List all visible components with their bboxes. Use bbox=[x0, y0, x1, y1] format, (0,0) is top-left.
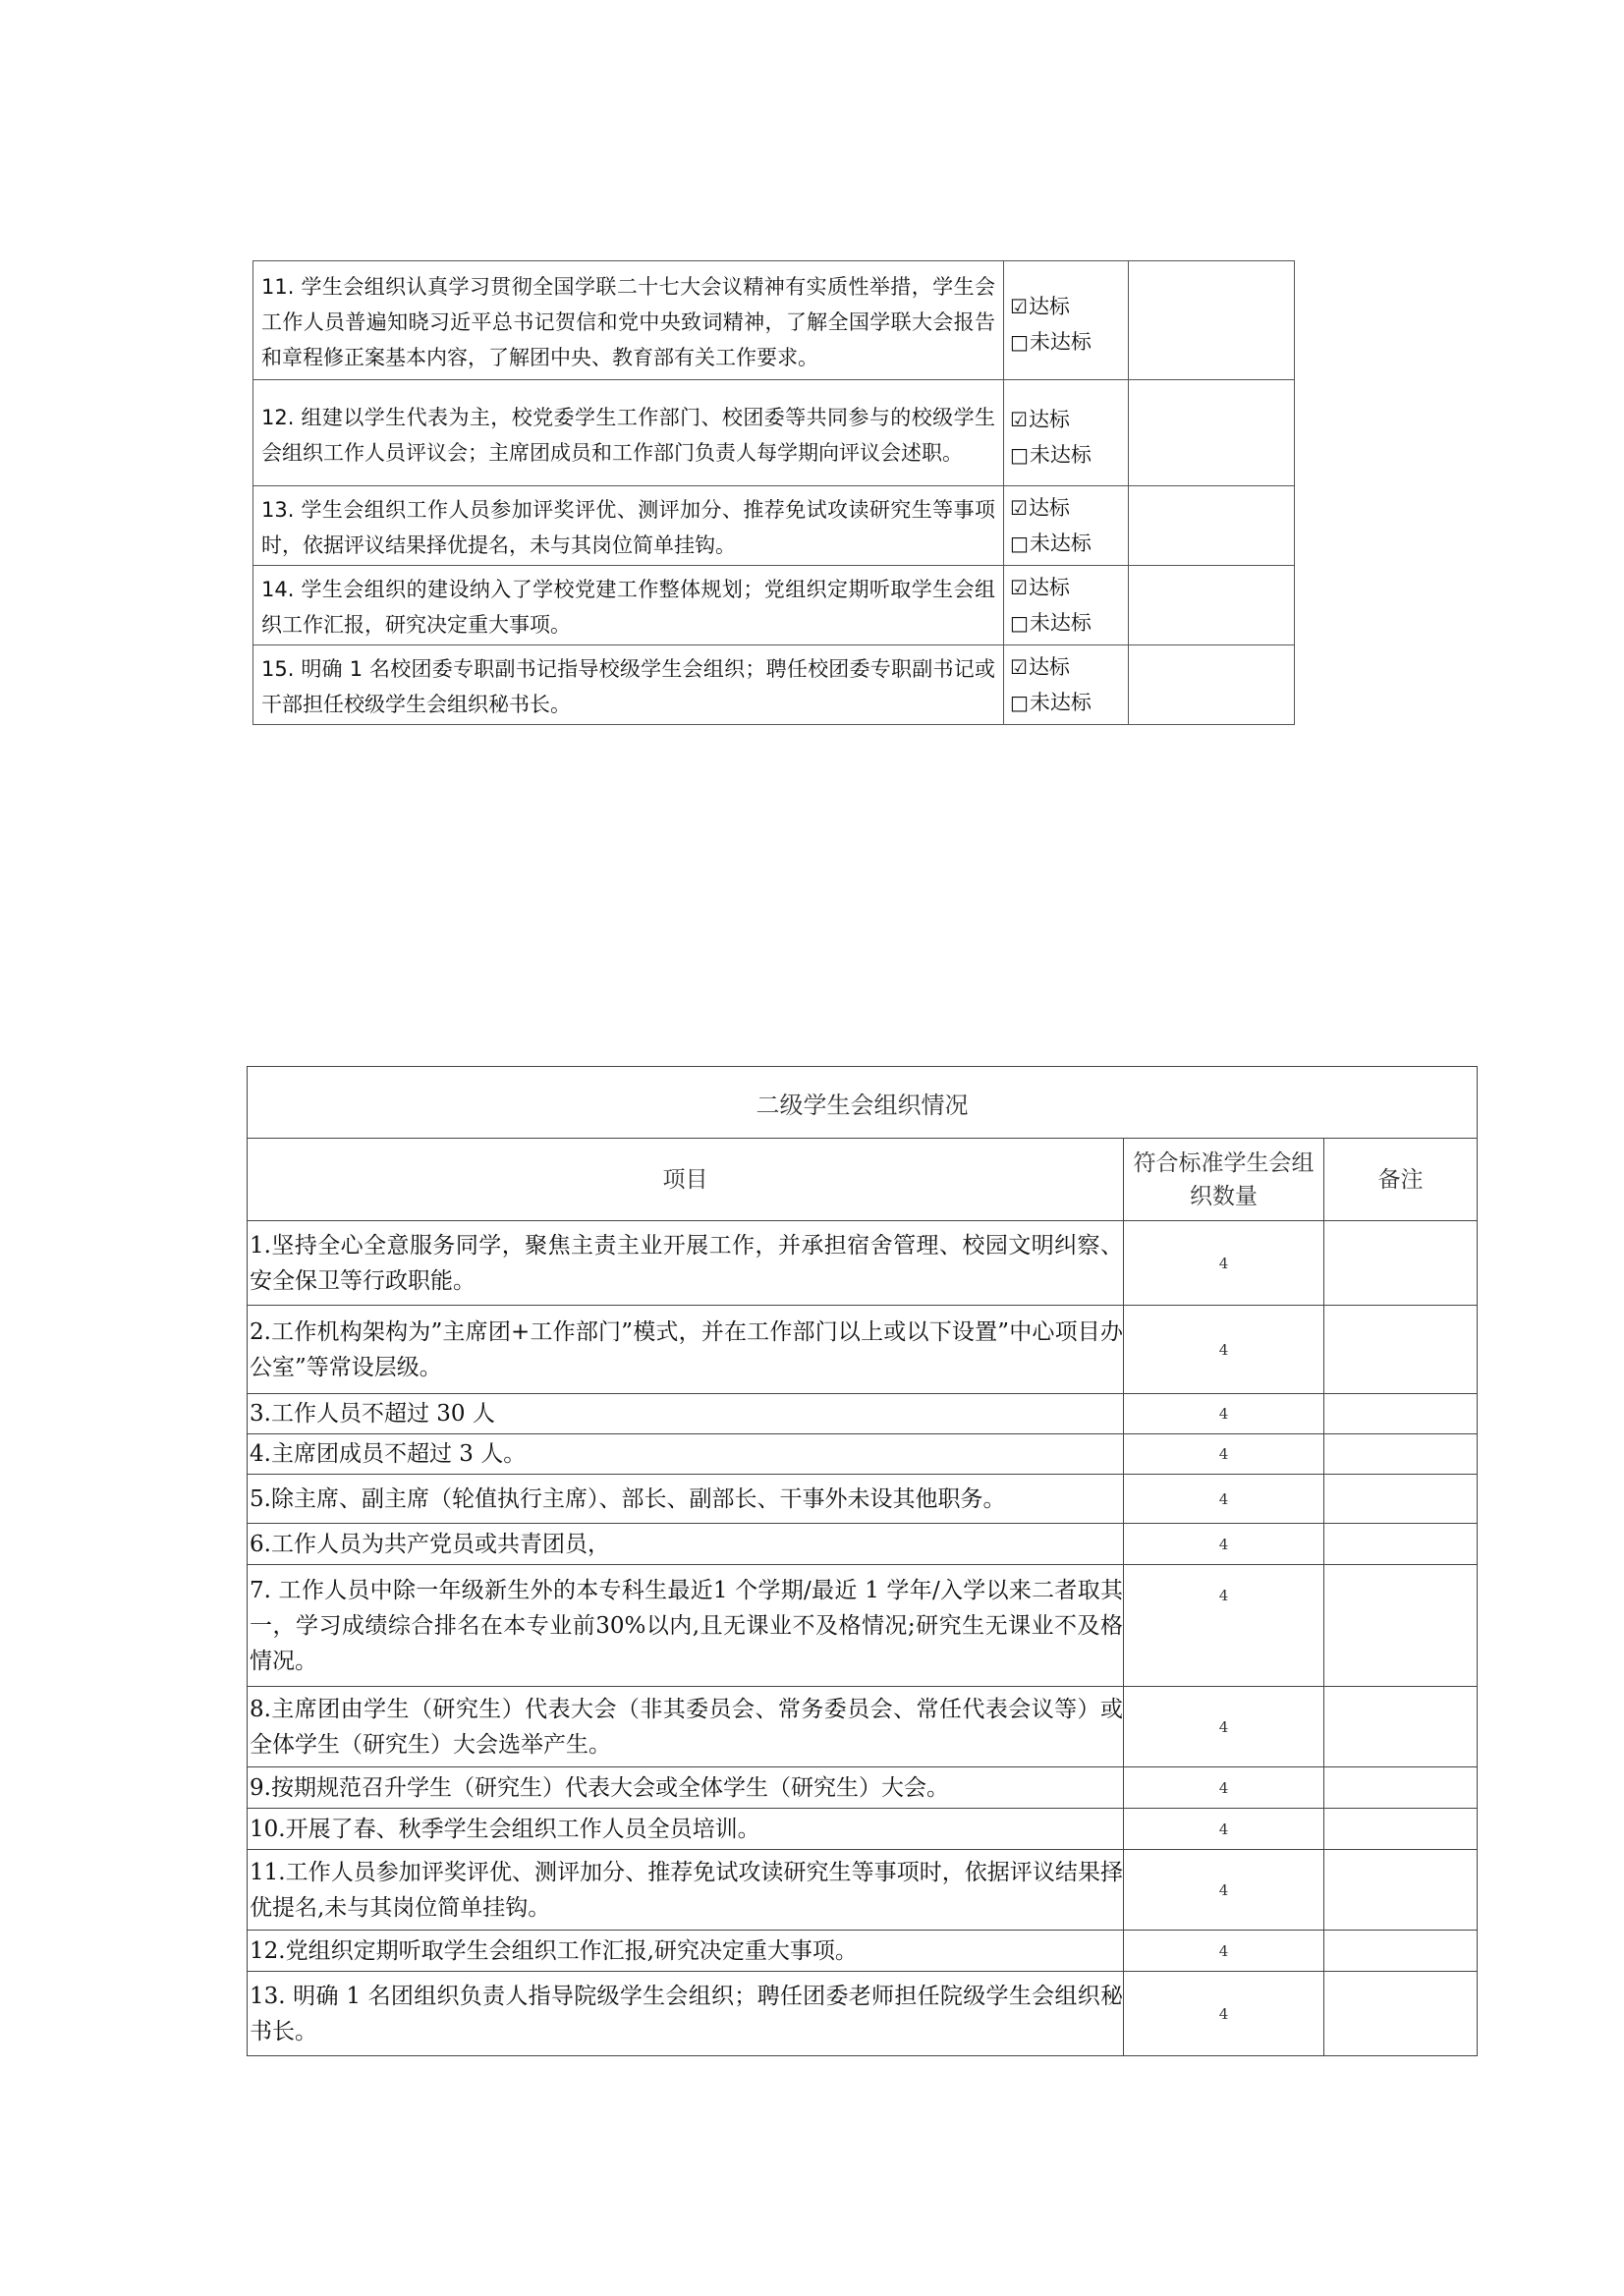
item-text: 6.工作人员为共产党员或共青团员， bbox=[248, 1524, 1124, 1565]
header-count: 符合标准学生会组织数量 bbox=[1124, 1139, 1324, 1221]
count-value: 4 bbox=[1124, 1306, 1324, 1394]
remark-cell bbox=[1324, 1524, 1478, 1565]
met-label: 达标 bbox=[1028, 576, 1070, 599]
header-item: 项目 bbox=[248, 1139, 1124, 1221]
count-value: 4 bbox=[1124, 1767, 1324, 1809]
unmet-label: 未达标 bbox=[1029, 691, 1092, 714]
met-label: 达标 bbox=[1028, 295, 1070, 318]
note-cell bbox=[1129, 566, 1295, 645]
item-text: 4.主席团成员不超过 3 人。 bbox=[248, 1434, 1124, 1475]
unmet-label: 未达标 bbox=[1029, 611, 1092, 635]
criterion-text: 12. 组建以学生代表为主，校党委学生工作部门、校团委等共同参与的校级学生会组织工作人员评议会；主席团成员和工作部门负责人每学期向评议会述职。 bbox=[253, 380, 1004, 486]
checked-box-icon: ☑ bbox=[1010, 496, 1028, 520]
item-text: 8.主席团由学生（研究生）代表大会（非其委员会、常务委员会、常任代表会议等）或全体学生（研究生）大会选举产生。 bbox=[248, 1687, 1124, 1767]
remark-cell bbox=[1324, 1565, 1478, 1687]
count-value: 4 bbox=[1124, 1850, 1324, 1931]
checked-box-icon: ☑ bbox=[1010, 576, 1028, 599]
remark-cell bbox=[1324, 1809, 1478, 1850]
remark-cell bbox=[1324, 1221, 1478, 1306]
option-unmet[interactable] bbox=[1010, 605, 1122, 641]
table-row bbox=[248, 1394, 1478, 1434]
option-met[interactable] bbox=[1010, 570, 1122, 605]
note-cell bbox=[1129, 380, 1295, 486]
criterion-text: 14. 学生会组织的建设纳入了学校党建工作整体规划；党组织定期听取学生会组织工作汇报，研究决定重大事项。 bbox=[253, 566, 1004, 645]
table-row bbox=[248, 1687, 1478, 1767]
option-met[interactable] bbox=[1010, 402, 1122, 437]
met-label: 达标 bbox=[1028, 407, 1070, 431]
empty-box-icon: □ bbox=[1010, 611, 1029, 635]
status-options bbox=[1004, 380, 1129, 486]
remark-cell bbox=[1324, 1434, 1478, 1475]
item-text: 2.工作机构架构为”主席团+工作部门”模式，并在工作部门以上或以下设置”中心项目办公室”等常设层级。 bbox=[248, 1306, 1124, 1394]
table-row bbox=[248, 1524, 1478, 1565]
header-row bbox=[248, 1139, 1478, 1221]
table-caption: 二级学生会组织情况 bbox=[248, 1067, 1478, 1139]
item-text: 3.工作人员不超过 30 人 bbox=[248, 1394, 1124, 1434]
count-value: 4 bbox=[1124, 1475, 1324, 1524]
option-unmet[interactable] bbox=[1010, 437, 1122, 473]
table-row bbox=[253, 380, 1295, 486]
count-value: 4 bbox=[1124, 1524, 1324, 1565]
unmet-label: 未达标 bbox=[1029, 442, 1092, 467]
table-row bbox=[248, 1221, 1478, 1306]
met-label: 达标 bbox=[1028, 655, 1070, 679]
count-value: 4 bbox=[1124, 1931, 1324, 1972]
note-cell bbox=[1129, 486, 1295, 566]
caption-row bbox=[248, 1067, 1478, 1139]
empty-box-icon: □ bbox=[1010, 532, 1029, 555]
table-row bbox=[253, 645, 1295, 725]
remark-cell bbox=[1324, 1475, 1478, 1524]
option-unmet[interactable] bbox=[1010, 324, 1122, 360]
item-text: 13. 明确 1 名团组织负责人指导院级学生会组织；聘任团委老师担任院级学生会组织秘书长。 bbox=[248, 1972, 1124, 2056]
met-label: 达标 bbox=[1028, 496, 1070, 520]
checked-box-icon: ☑ bbox=[1010, 655, 1028, 679]
option-met[interactable] bbox=[1010, 649, 1122, 685]
table-row bbox=[248, 1972, 1478, 2056]
item-text: 5.除主席、副主席（轮值执行主席）、部长、副部长、干事外未设其他职务。 bbox=[248, 1475, 1124, 1524]
count-value: 4 bbox=[1124, 1394, 1324, 1434]
item-text: 10.开展了春、秋季学生会组织工作人员全员培训。 bbox=[248, 1809, 1124, 1850]
table-row bbox=[248, 1475, 1478, 1524]
checked-box-icon: ☑ bbox=[1010, 295, 1028, 318]
note-cell bbox=[1129, 261, 1295, 380]
status-options bbox=[1004, 261, 1129, 380]
note-cell bbox=[1129, 645, 1295, 725]
count-value: 4 bbox=[1124, 1434, 1324, 1475]
count-value: 4 bbox=[1124, 1809, 1324, 1850]
table-row bbox=[253, 486, 1295, 566]
unmet-label: 未达标 bbox=[1029, 330, 1092, 354]
remark-cell bbox=[1324, 1850, 1478, 1931]
table-row bbox=[253, 261, 1295, 380]
count-value: 4 bbox=[1124, 1687, 1324, 1767]
remark-cell bbox=[1324, 1767, 1478, 1809]
unmet-label: 未达标 bbox=[1029, 532, 1092, 555]
count-value: 4 bbox=[1124, 1972, 1324, 2056]
status-options bbox=[1004, 566, 1129, 645]
table-row bbox=[253, 566, 1295, 645]
table-row bbox=[248, 1306, 1478, 1394]
option-met[interactable] bbox=[1010, 490, 1122, 526]
header-remark: 备注 bbox=[1324, 1139, 1478, 1221]
remark-cell bbox=[1324, 1306, 1478, 1394]
table-row bbox=[248, 1565, 1478, 1687]
status-options bbox=[1004, 486, 1129, 566]
checked-box-icon: ☑ bbox=[1010, 407, 1028, 431]
option-met[interactable] bbox=[1010, 289, 1122, 324]
remark-cell bbox=[1324, 1931, 1478, 1972]
remark-cell bbox=[1324, 1687, 1478, 1767]
item-text: 11.工作人员参加评奖评优、测评加分、推荐免试攻读研究生等事项时，依据评议结果择优提名,未与其岗位简单挂钩。 bbox=[248, 1850, 1124, 1931]
count-value: 4 bbox=[1124, 1565, 1324, 1687]
empty-box-icon: □ bbox=[1010, 442, 1029, 467]
empty-box-icon: □ bbox=[1010, 691, 1029, 714]
criterion-text: 11. 学生会组织认真学习贯彻全国学联二十七大会议精神有实质性举措，学生会工作人员普遍知晓习近平总书记贺信和党中央致词精神，了解全国学联大会报告和章程修正案基本内容，了解团中央、教育部有关工作要求。 bbox=[253, 261, 1004, 380]
table-row bbox=[248, 1767, 1478, 1809]
criterion-text: 15. 明确 1 名校团委专职副书记指导校级学生会组织；聘任校团委专职副书记或干部担任校级学生会组织秘书长。 bbox=[253, 645, 1004, 725]
item-text: 1.坚持全心全意服务同学，聚焦主责主业开展工作，并承担宿舍管理、校园文明纠察、安全保卫等行政职能。 bbox=[248, 1221, 1124, 1306]
item-text: 12.党组织定期听取学生会组织工作汇报,研究决定重大事项。 bbox=[248, 1931, 1124, 1972]
remark-cell bbox=[1324, 1394, 1478, 1434]
remark-cell bbox=[1324, 1972, 1478, 2056]
count-value: 4 bbox=[1124, 1221, 1324, 1306]
item-text: 7. 工作人员中除一年级新生外的本专科生最近1 个学期/最近 1 学年/入学以来二者取其一，学习成绩综合排名在本专业前30%以内,且无课业不及格情况;研究生无课业不及格情况。 bbox=[248, 1565, 1124, 1687]
school-level-criteria-table bbox=[252, 260, 1295, 725]
secondary-union-table bbox=[247, 1066, 1478, 2056]
item-text: 9.按期规范召升学生（研究生）代表大会或全体学生（研究生）大会。 bbox=[248, 1767, 1124, 1809]
table-row bbox=[248, 1931, 1478, 1972]
option-unmet[interactable] bbox=[1010, 685, 1122, 720]
option-unmet[interactable] bbox=[1010, 526, 1122, 561]
table-row bbox=[248, 1850, 1478, 1931]
table-row bbox=[248, 1434, 1478, 1475]
criterion-text: 13. 学生会组织工作人员参加评奖评优、测评加分、推荐免试攻读研究生等事项时，依据评议结果择优提名，未与其岗位简单挂钩。 bbox=[253, 486, 1004, 566]
table-row bbox=[248, 1809, 1478, 1850]
empty-box-icon: □ bbox=[1010, 330, 1029, 354]
status-options bbox=[1004, 645, 1129, 725]
